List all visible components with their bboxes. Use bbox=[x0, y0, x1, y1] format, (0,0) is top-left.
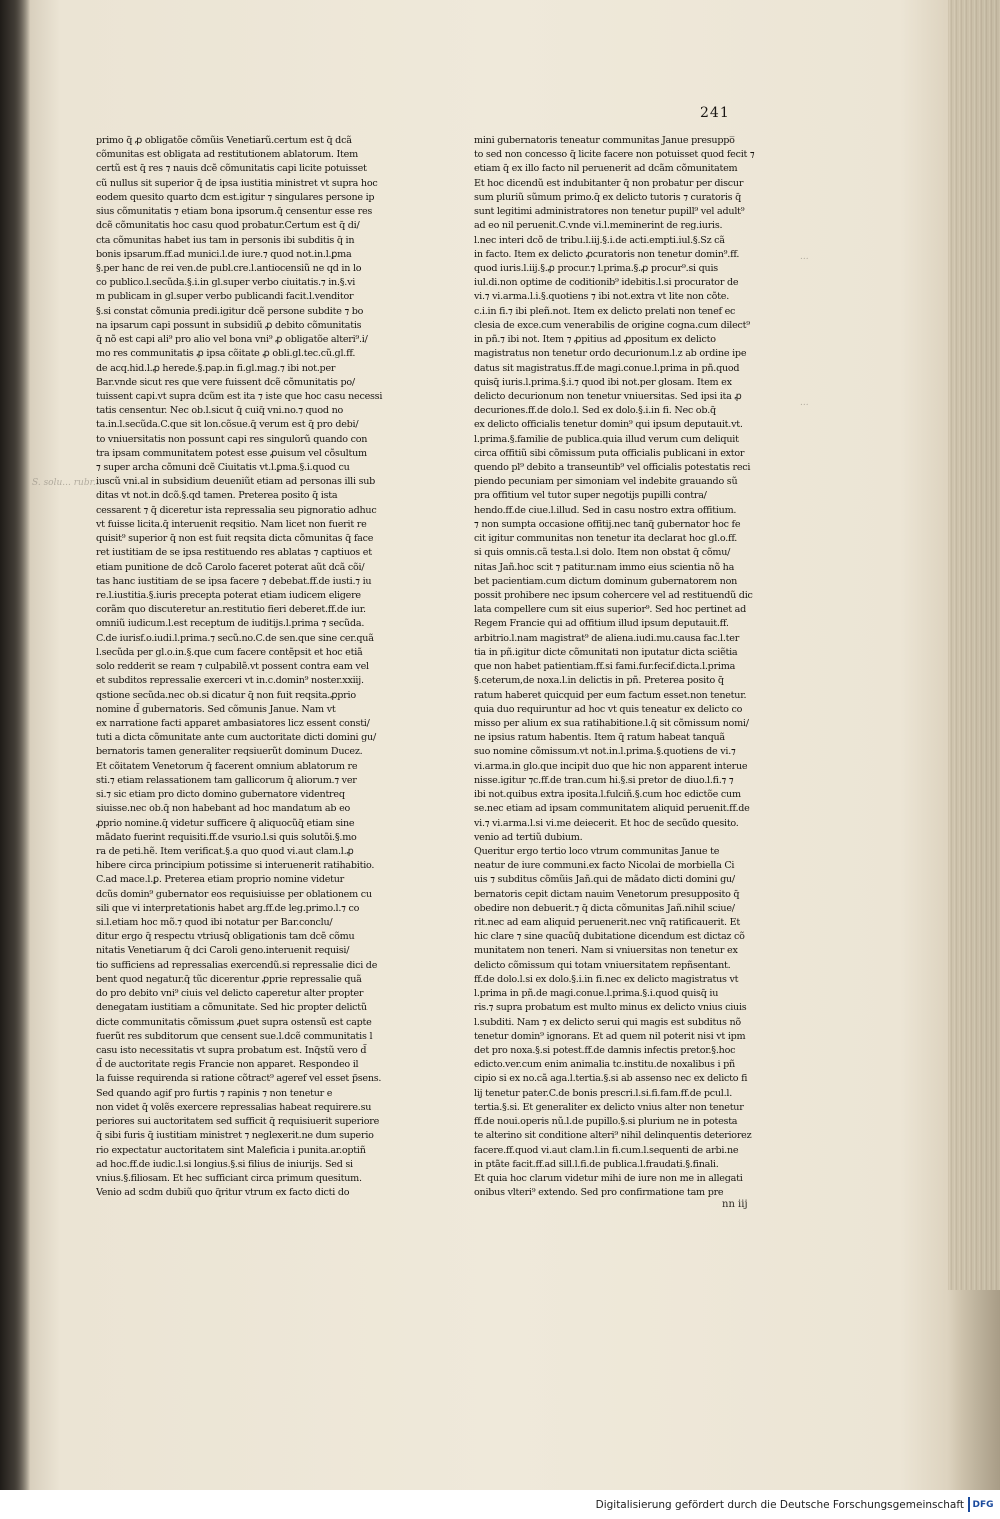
text-line: la fuisse requirenda si ratione cõtract⁹ ageref vel esset p̃sens. bbox=[96, 1073, 382, 1085]
text-line: iuscũ vni.al in subsidium deueniũt etiam ad personas illi sub bbox=[96, 476, 376, 488]
text-line: q̄ nõ est capi ali⁹ pro alio vel bona vni⁹ ꝓ obligatõe alteri⁹.i/ bbox=[96, 334, 368, 346]
text-line: te alterino sit conditione alteri⁹ nihil delinquentis deteriorez bbox=[474, 1130, 752, 1142]
text-line: vi.arma.in glo.que incipit duo que hic non apparent interue bbox=[474, 760, 748, 772]
text-line: q̄ sibi furis q̄ iustitiam ministret ⁊ neglexerit.ne dum superio bbox=[96, 1130, 374, 1142]
text-line: §.si constat cõmunia predi.igitur dcẽ persone subdite ⁊ bo bbox=[96, 305, 364, 317]
text-line: dcũs domin⁹ gubernator eos requisiuisse per oblationem cu bbox=[96, 888, 372, 900]
text-line: dcẽ cõmunitatis hoc casu quod probatur.Certum est q̄ di/ bbox=[96, 220, 360, 232]
text-line: clesia de exce.cum venerabilis de origine cogna.cum dilect⁹ bbox=[474, 319, 750, 331]
text-line: in ptãte facit.ff.ad sill.l.fi.de publica.l.fraudati.§.finali. bbox=[474, 1158, 719, 1170]
text-line: cũ nullus sit superior q̄ de ipsa iustitia ministret vt supra hoc bbox=[96, 177, 378, 189]
text-line: dicte communitatis cõmissum ꝓuet supra ostensũ est capte bbox=[96, 1016, 372, 1028]
text-line: se.nec etiam ad ipsam communitatem aliquid peruenit.ff.de bbox=[474, 803, 750, 815]
text-line: non videt q̄ volẽs exercere repressalias habeat requirere.su bbox=[96, 1101, 372, 1113]
text-line: nomine d̃ gubernatoris. Sed cõmunis Janue. Nam vt bbox=[96, 703, 336, 715]
text-line: in facto. Item ex delicto ꝓcuratoris non tenetur domin⁹.ff. bbox=[474, 248, 740, 260]
text-line: vi.⁊ vi.arma.l.i.§.quotiens ⁊ ibi not.extra vt lite non cõte. bbox=[474, 291, 730, 303]
text-line: ta.in.l.secũda.C.que sit lon.cõsue.q̄ verum est q̄ pro debi/ bbox=[96, 419, 359, 431]
text-line: etiam q̄ ex illo facto nil peruenerit ad dcãm cõmunitatem bbox=[474, 163, 738, 175]
text-line: tuissent capi.vt supra dcũm est ita ⁊ iste que hoc casu necessi bbox=[96, 390, 383, 402]
text-line: cessarent ⁊ q̄ diceretur ista repressalia seu pignoratio adhuc bbox=[96, 504, 377, 516]
text-line: misso per alium ex sua ratihabitione.l.q̄ sit cõmissum nomi/ bbox=[474, 717, 749, 729]
text-line: munitatem non teneri. Nam si vniuersitas non tenetur ex bbox=[474, 945, 738, 957]
text-line: tuti a dicta cõmunitate ante cum auctoritate dicti domini gu/ bbox=[96, 732, 376, 744]
text-line: pra offitium vel tutor super negotijs pupilli contra/ bbox=[474, 490, 707, 502]
text-line: magistratus non tenetur ordo decurionum.l.z ab ordine ipe bbox=[474, 348, 747, 360]
digitization-footer bbox=[0, 1490, 1000, 1519]
text-line: ret iustitiam de se ipsa restituendo res ablatas ⁊ captiuos et bbox=[96, 547, 372, 559]
text-line: vt fuisse licita.q̄ interuenit reqsitio. Nam licet non fuerit re bbox=[96, 518, 367, 530]
book-gutter-shadow bbox=[0, 0, 30, 1490]
text-line: cipio si ex no.cã aga.l.tertia.§.si ab assenso nec ex delicto fi bbox=[474, 1073, 748, 1085]
text-line: rio expectatur auctoritatem sint Maleficia i punita.ar.optiñ bbox=[96, 1144, 366, 1156]
text-line: vi.⁊ vi.arma.l.si vi.me deiecerit. Et hoc de secũdo quesito. bbox=[474, 817, 739, 829]
text-line: ex narratione facti apparet ambasiatores licz essent consti/ bbox=[96, 717, 370, 729]
text-line: denegatam iustitiam a cõmunitate. Sed hic propter delictũ bbox=[96, 1002, 367, 1014]
text-line: d̃ de auctoritate regis Francie non apparet. Respondeo il bbox=[96, 1059, 359, 1071]
text-line: cit igitur communitas non tenetur ita declarat hoc gl.o.ff. bbox=[474, 533, 738, 545]
text-line: de acq.hid.l.ꝓ herede.§.pap.in fi.gl.mag.⁊ ibi not.per bbox=[96, 362, 336, 374]
left-text-column bbox=[96, 134, 408, 1200]
right-text-column bbox=[474, 134, 788, 1200]
text-line: neatur de iure communi.ex facto Nicolai de morbiella Ci bbox=[474, 860, 735, 872]
text-line: nitas Jañ.hoc scit ⁊ patitur.nam immo eius scientia nõ ha bbox=[474, 561, 735, 573]
text-line: solo redderit se ream ⁊ culpabilẽ.vt possent contra eam vel bbox=[96, 661, 369, 673]
text-line: periores sui auctoritatem sed sufficit q̄ requisiuerit superiore bbox=[96, 1116, 380, 1128]
text-line: bernatoris cepit dictam nauim Venetorum presupposito q̄ bbox=[474, 888, 740, 900]
text-line: tra ipsam communitatem potest esse ꝓuisum vel cõsultum bbox=[96, 447, 367, 459]
text-line: ris.⁊ supra probatum est multo minus ex delicto vnius ciuis bbox=[474, 1002, 747, 1014]
text-line: na ipsarum capi possunt in subsidiũ ꝓ debito cõmunitatis bbox=[96, 319, 362, 331]
text-line: decuriones.ff.de dolo.l. Sed ex dolo.§.i.in fi. Nec ob.q̄ bbox=[474, 405, 716, 417]
right-margin-annotation: ... bbox=[800, 398, 809, 408]
text-line: iul.di.non optime de coditionib⁹ idebitis.l.si procurator de bbox=[474, 277, 739, 289]
text-line: piendo pecuniam per simoniam vel indebite grauando sũ bbox=[474, 476, 738, 488]
folio-number: 241 bbox=[700, 105, 730, 121]
text-line: quisit⁹ superior q̄ non est fuit reqsita dicta cõmunitas q̄ face bbox=[96, 533, 374, 545]
text-line: hendo.ff.de ciue.l.illud. Sed in casu nostro extra offitium. bbox=[474, 504, 737, 516]
text-line: do pro debito vni⁹ ciuis vel delicto caperetur alter propter bbox=[96, 988, 364, 1000]
text-line: m publicam in gl.super verbo publicandi facit.l.venditor bbox=[96, 291, 354, 303]
text-line: l.prima in pñ.de magi.conue.l.prima.§.i.quod quisq̄ iu bbox=[474, 988, 719, 1000]
text-line: ra de peti.hẽ. Item verificat.§.a quo quod vi.aut clam.l.ꝓ bbox=[96, 845, 354, 857]
text-line: omniũ iudicum.l.est receptum de iuditijs.l.prima ⁊ secũda. bbox=[96, 618, 365, 630]
text-line: sunt legitimi administratores non tenetur pupill⁹ vel adult⁹ bbox=[474, 206, 745, 218]
text-line: Et quia hoc clarum videtur mihi de iure non me in allegati bbox=[474, 1172, 743, 1184]
text-line: C.ad mace.l.ꝑ. Preterea etiam proprio nomine videtur bbox=[96, 874, 345, 886]
text-line: cõmunitas est obligata ad restitutionem ablatorum. Item bbox=[96, 149, 358, 161]
text-line: Et cõitatem Venetorum q̄ facerent omnium ablatorum re bbox=[96, 760, 358, 772]
text-line: Bar.vnde sicut res que vere fuissent dcẽ cõmunitatis po/ bbox=[96, 376, 355, 388]
text-line: suo nomine cõmissum.vt not.in.l.prima.§.quotiens de vi.⁊ bbox=[474, 746, 736, 758]
text-line: ff.de noui.operis nũ.l.de pupillo.§.si plurium ne in potesta bbox=[474, 1116, 738, 1128]
text-line: l.nec interi dcõ de tribu.l.iij.§.i.de acti.empti.iul.§.Sz cã bbox=[474, 234, 725, 246]
text-line: quod iuris.l.iij.§.ꝓ procur.⁊ l.prima.§.ꝓ procur⁹.si quis bbox=[474, 262, 718, 274]
text-line: si.⁊ sic etiam pro dicto domino gubernatore videntreq bbox=[96, 789, 345, 801]
text-line: si.l.etiam hoc mõ.⁊ quod ibi notatur per Bar.conclu/ bbox=[96, 917, 333, 929]
text-line: det pro noxa.§.si potest.ff.de damnis infectis pretor.§.hoc bbox=[474, 1045, 736, 1056]
text-line: Queritur ergo tertio loco vtrum communitas Janue te bbox=[474, 845, 720, 857]
text-line: ꝓprio nomine.q̄ videtur sufficere q̄ aliquocũq̄ etiam sine bbox=[96, 817, 355, 829]
right-margin-annotation: ... bbox=[800, 252, 809, 262]
text-line: ne ipsius ratum habentis. Item q̄ ratum habeat tanquã bbox=[474, 732, 725, 744]
footer-credit-text: Digitalisierung gefördert durch die Deutsche Forschungsgemeinschaft bbox=[595, 1498, 964, 1511]
text-line: tertia.§.si. Et generaliter ex delicto vnius alter non tenetur bbox=[474, 1101, 744, 1113]
text-line: bonis ipsarum.ff.ad munici.l.de iure.⁊ quod not.in.l.ꝑma bbox=[96, 248, 352, 260]
text-line: bet pacientiam.cum dictum dominum gubernatorem non bbox=[474, 575, 738, 587]
text-line: si quis omnis.cã testa.l.si dolo. Item non obstat q̄ cõmu/ bbox=[474, 547, 731, 559]
text-line: ⁊ super archa cõmuni dcẽ Ciuitatis vt.l.ꝑma.§.i.quod cu bbox=[96, 462, 350, 474]
text-line: in pñ.⁊ ibi not. Item ⁊ ꝓpitius ad ꝓpositum ex delicto bbox=[474, 334, 716, 346]
text-line: C.de iurisf.o.iudi.l.prima.⁊ secũ.no.C.de sen.que sine cer.quã bbox=[96, 632, 374, 644]
catchword-signature: nn iij bbox=[722, 1199, 748, 1210]
text-line: et subditos repressalie exerceri vt in.c.domin⁹ noster.xxiij. bbox=[96, 675, 364, 687]
text-line: tatis censentur. Nec ob.l.sicut q̄ cuiq̃ vni.no.⁊ quod no bbox=[96, 405, 344, 417]
text-line: tas hanc iustitiam de se ipsa facere ⁊ debebat.ff.de iusti.⁊ iu bbox=[96, 575, 372, 587]
text-line: Sed quando agif pro furtis ⁊ rapinis ⁊ non tenetur e bbox=[96, 1087, 333, 1099]
text-line: l.prima.§.familie de publica.quia illud verum cum deliquit bbox=[474, 433, 739, 445]
text-line: sius cõmunitatis ⁊ etiam bona ipsorum.q̄ censentur esse res bbox=[96, 206, 373, 218]
text-line: bernatoris tamen generaliter reqsiuerũt dominum Ducez. bbox=[96, 746, 363, 758]
text-line: facere.ff.quod vi.aut clam.l.in fi.cum.l.sequenti de arbi.ne bbox=[474, 1144, 739, 1156]
text-line: edicto.ver.cum enim animalia tc.institu.de noxalibus i pñ bbox=[474, 1059, 735, 1071]
text-line: certũ est q̄ res ⁊ nauis dcẽ cõmunitatis capi licite potuisset bbox=[96, 163, 367, 175]
text-line: venio ad tertiũ dubium. bbox=[474, 831, 583, 843]
text-line: ibi not.quibus extra iposita.l.fulciñ.§.cum hoc edictõe cum bbox=[474, 789, 741, 801]
text-line: siuisse.nec ob.q̄ non habebant ad hoc mandatum ab eo bbox=[96, 803, 351, 815]
text-line: corãm quo discuteretur an.restitutio fieri deberet.ff.de iur. bbox=[96, 604, 366, 616]
text-line: sum pluriũ sũmum primo.q̄ ex delicto tutoris ⁊ curatoris q̄ bbox=[474, 191, 742, 203]
text-line: hibere circa principium potissime si interuenerit ratihabitio. bbox=[96, 860, 375, 872]
text-line: que non habet patientiam.ff.si fami.fur.fecif.dicta.l.prima bbox=[474, 661, 736, 673]
text-line: datus sit magistratus.ff.de magi.conue.l.prima in pñ.quod bbox=[474, 362, 740, 374]
text-line: mãdato fuerint requisiti.ff.de vsurio.l.si quis solutõi.§.mo bbox=[96, 831, 357, 843]
text-line: re.l.iustitia.§.iuris precepta poterat etiam iudicem eligere bbox=[96, 590, 361, 601]
text-line: quisq̄ iuris.l.prima.§.i.⁊ quod ibi not.per glosam. Item ex bbox=[474, 376, 732, 388]
text-line: eodem quesito quarto dcm est.igitur ⁊ singulares persone ip bbox=[96, 191, 375, 203]
text-line: vnius.§.filiosam. Et hec sufficiant circa primum quesitum. bbox=[96, 1172, 362, 1184]
text-line: to sed non concesso q̄ licite facere non potuisset quod fecit ⁊ bbox=[474, 149, 755, 161]
text-line: hic clare ⁊ sine quacũq̄ dubitatione dicendum est dictaz cõ bbox=[474, 931, 745, 943]
text-line: ditas vt not.in dcõ.§.qd tamen. Preterea posito q̄ ista bbox=[96, 490, 338, 502]
dfg-logo-icon: DFG bbox=[968, 1497, 996, 1512]
text-line: uis ⁊ subditus cõmũis Jañ.qui de mãdato dicti domini gu/ bbox=[474, 874, 735, 886]
text-line: quendo pl⁹ debito a transeuntib⁹ vel officialis potestatis reci bbox=[474, 462, 751, 474]
text-line: tenetur domin⁹ ignorans. Et ad quem nil poterit nisi vt ipm bbox=[474, 1030, 746, 1042]
text-line: Et hoc dicendũ est indubitanter q̄ non probatur per discur bbox=[474, 177, 744, 189]
text-line: onibus vlteri⁹ extendo. Sed pro confirmatione tam pre bbox=[474, 1187, 724, 1199]
text-line: c.i.in fi.⁊ ibi pleñ.not. Item ex delicto prelati non tenef ec bbox=[474, 305, 736, 317]
text-line: obedire non debuerit.⁊ q̄ dicta cõmunitas Jañ.nihil sciue/ bbox=[474, 902, 735, 914]
text-line: possit prohibere nec ipsum cohercere vel ad restituendũ dic bbox=[474, 590, 753, 601]
text-line: ex delicto officialis tenetur domin⁹ qui ipsum deputauit.vt. bbox=[474, 419, 743, 431]
text-line: l.subditi. Nam ⁊ ex delicto serui qui magis est subditus nõ bbox=[474, 1016, 741, 1028]
text-line: ff.de dolo.l.si ex dolo.§.i.in fi.nec ex delicto magistratus vt bbox=[474, 973, 739, 985]
text-line: cta cõmunitas habet ius tam in personis ibi subditis q̄ in bbox=[96, 234, 355, 246]
text-line: quia duo requiruntur ad hoc vt quis teneatur ex delicto co bbox=[474, 703, 743, 715]
text-line: nisse.igitur ⁊c.ff.de tran.cum hi.§.si pretor de diuo.l.fi.⁊ ⁊ bbox=[474, 774, 734, 786]
text-line: delicto cõmissum qui totam vniuersitatem repñsentant. bbox=[474, 959, 731, 971]
text-line: tia in pñ.igitur dicte cõmunitati non iputatur dicta sciẽtia bbox=[474, 646, 738, 658]
text-line: Venio ad scdm dubiũ quo q̃ritur vtrum ex facto dicti do bbox=[96, 1187, 350, 1199]
text-line: Regem Francie qui ad offitium illud ipsum deputauit.ff. bbox=[474, 618, 729, 630]
text-line: casu isto necessitatis vt supra probatum est. Inq̃stũ vero d̃ bbox=[96, 1045, 367, 1056]
text-line: mo res communitatis ꝓ ipsa cõitate ꝓ obli.gl.tec.cũ.gl.ff. bbox=[96, 348, 356, 360]
text-line: §.ceterum,de noxa.l.in delictis in pñ. Preterea posito q̄ bbox=[474, 675, 724, 687]
text-line: etiam punitione de dcõ Carolo faceret poterat aũt dcã cõi/ bbox=[96, 561, 365, 573]
text-line: arbitrio.l.nam magistrat⁹ de aliena.iudi.mu.causa fac.l.ter bbox=[474, 632, 740, 644]
text-line: bent quod negatur.q̄ tũc dicerentur ꝓprie repressalie quã bbox=[96, 973, 362, 985]
text-line: circa offitiũ sibi cõmissum puta officialis publicani in extor bbox=[474, 447, 745, 459]
text-line: delicto decurionum non tenetur vniuersitas. Sed ipsi ita ꝓ bbox=[474, 390, 742, 402]
text-line: tio sufficiens ad repressalias exercendũ.si repressalie dici de bbox=[96, 959, 378, 971]
text-line: ad hoc.ff.de iudic.l.si longius.§.si filius de iniurijs. Sed si bbox=[96, 1158, 353, 1170]
text-line: to vniuersitatis non possunt capi res singulorũ quando con bbox=[96, 433, 368, 445]
book-page-edges bbox=[948, 0, 1000, 1290]
text-line: sti.⁊ etiam relassationem tam gallicorum q̄ aliorum.⁊ ver bbox=[96, 774, 357, 786]
left-margin-annotation: S. solu... rubr... bbox=[32, 478, 102, 488]
text-line: mini gubernatoris teneatur communitas Janue presuppo̅ bbox=[474, 135, 735, 146]
text-line: ⁊ non sumpta occasione offitij.nec tanq̃ gubernator hoc fe bbox=[474, 518, 741, 530]
text-line: ditur ergo q̄ respectu vtriusq̄ obligationis tam dcẽ cõmu bbox=[96, 931, 355, 943]
text-line: ratum haberet quicquid per eum factum esset.non tenetur. bbox=[474, 689, 747, 701]
text-line: lata compellere cum sit eius superior⁹. Sed hoc pertinet ad bbox=[474, 604, 746, 616]
text-line: qstione secũda.nec ob.si dicatur q̄ non fuit reqsita.ꝓprio bbox=[96, 689, 356, 701]
text-line: §.per hanc de rei ven.de publ.cre.l.antiocensiũ ne qd in lo bbox=[96, 262, 362, 274]
text-line: sili que vi interpretationis habet arg.ff.de leg.primo.l.⁊ co bbox=[96, 902, 360, 914]
text-line: nitatis Venetiarum q̄ dci Caroli geno.interuenit requisi/ bbox=[96, 945, 350, 957]
text-line: primo q̄ ꝓ obligatõe cõmũis Venetiarũ.certum est q̄ dcã bbox=[96, 135, 352, 146]
text-line: lij tenetur pater.C.de bonis prescri.l.si.fi.fam.ff.de pcul.l. bbox=[474, 1087, 733, 1099]
text-line: co publico.l.secũda.§.i.in gl.super verbo ciuitatis.⁊ in.§.vi bbox=[96, 277, 356, 289]
text-line: fuerũt res subditorum que censent sue.l.dcẽ communitatis l bbox=[96, 1030, 373, 1042]
text-line: rit.nec ad eam aliquid peruenerit.nec vnq̃ ratificauerit. Et bbox=[474, 917, 740, 929]
text-line: ad eo nil peruenit.C.vnde vi.l.meminerint de reg.iuris. bbox=[474, 220, 723, 232]
text-line: l.secũda per gl.o.in.§.que cum facere contẽpsit et hoc etiã bbox=[96, 646, 363, 658]
